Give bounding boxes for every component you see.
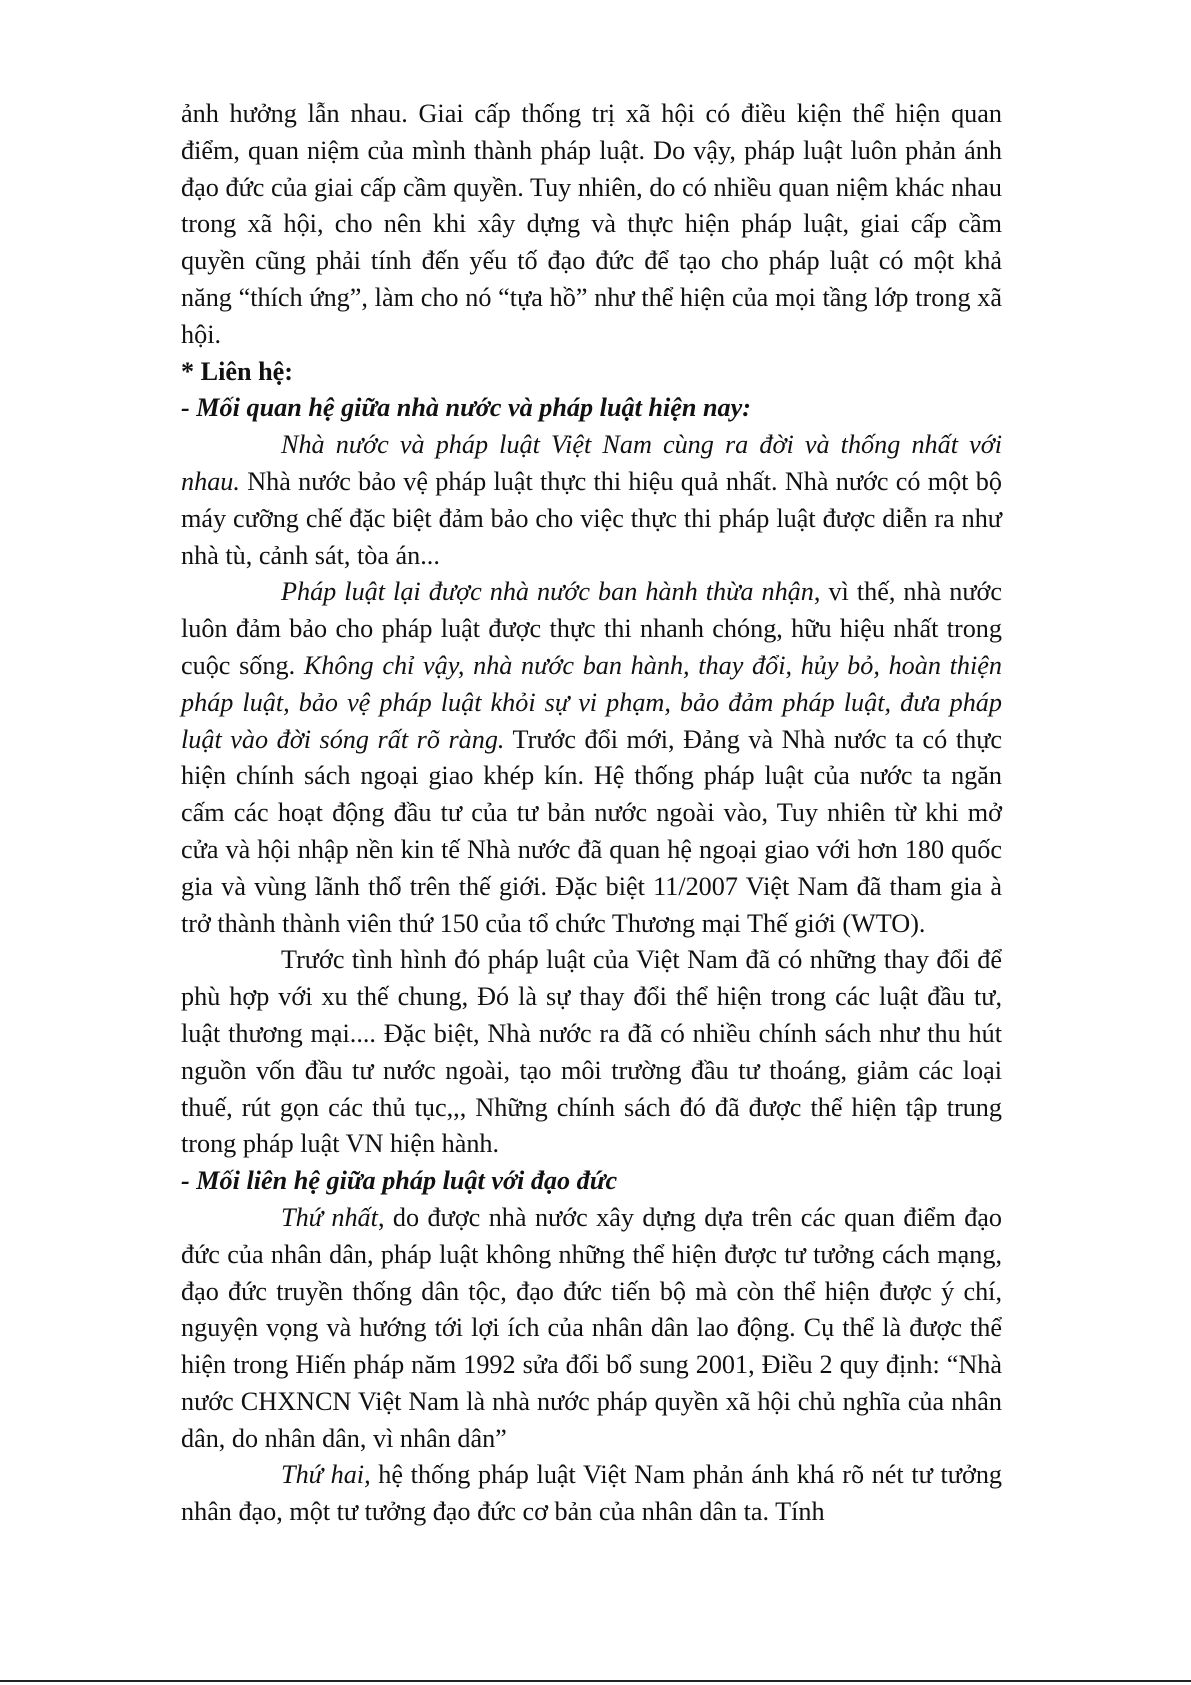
paragraph: Trước tình hình đó pháp luật của Việt Nam đã có những thay đổi để phù hợp với xu thế chung, Đó là sự thay đổi thể hiện trong các luật đầu tư, luật thương mại.... Đặc biệt, Nhà nước ra đã có nhiều chính sách như thu hút nguồn vốn đầu tư nước ngoài, tạo môi trường đầu tư thoáng, giảm các loại thuế, rút gọn các thủ tục,,, Những chính sách đó đã được thể hiện tập trung trong pháp luật VN hiện hành. [181, 945, 1002, 1159]
italic-text: Pháp luật lại được nhà nước ban hành thừa nhận [281, 577, 814, 607]
section-label: * Liên hệ: [181, 356, 294, 386]
body-text: Nhà nước bảo vệ pháp luật thực thi hiệu quả nhất. Nhà nước có một bộ máy cưỡng chế đặc biệt đảm bảo cho việc thực thi pháp luật được diễn ra như nhà tù, cảnh sát, tòa án... [181, 466, 1002, 570]
italic-text: Thứ hai, [281, 1460, 371, 1490]
paragraph [181, 1457, 1002, 1531]
section-heading: - Mối liên hệ giữa pháp luật với đạo đức [181, 1166, 618, 1196]
body-text: , do được nhà nước xây dựng dựa trên các quan điểm đạo đức của nhân dân, pháp luật không những thể hiện được tư tưởng cách mạng, đạo đức truyền thống dân tộc, đạo đức tiến bộ mà còn thể hiện được ý chí, nguyện vọng và hướng tới lợi ích của nhân dân lao động. Cụ thể là được thể hiện trong Hiến pháp năm 1992 sửa đổi bổ sung 2001, Điều 2 quy định: “Nhà nước CHXNCN Việt Nam là nhà nước pháp quyền xã hội chủ nghĩa của nhân dân, do nhân dân, vì nhân dân” [181, 1202, 1003, 1453]
italic-text: Nhà nước và pháp luật Việt Nam cùng ra đời và thống nhất với nhau. [181, 430, 1002, 496]
paragraph [181, 574, 1002, 942]
body-text: , vì thế, nhà nước luôn đảm bảo cho pháp luật được thực thi nhanh chóng, hữu hiệu nhất trong cuộc sống. [181, 577, 1002, 680]
italic-text: Không chỉ vậy, nhà nước ban hành, thay đổi, hủy bỏ, hoàn thiện pháp luật, bảo vệ pháp luật khỏi sự vi phạm, bảo đảm pháp luật, đưa pháp luật vào đời sóng rất rõ ràng. [181, 650, 1002, 754]
paragraph [181, 1200, 1002, 1458]
page-bottom-rule [0, 1680, 1191, 1682]
paragraph: ảnh hưởng lẫn nhau. Giai cấp thống trị xã hội có điều kiện thể hiện quan điểm, quan niệm của mình thành pháp luật. Do vậy, pháp luật luôn phản ánh đạo đức của giai cấp cầm quyền. Tuy nhiên, do có nhiều quan niệm khác nhau trong xã hội, cho nên khi xây dựng và thực hiện pháp luật, giai cấp cầm quyền cũng phải tính đến yếu tố đạo đức để tạo cho pháp luật có một khả năng “thích ứng”, làm cho nó “tựa hồ” như thể hiện của mọi tầng lớp trong xã hội. [181, 99, 1002, 349]
body-text: hệ thống pháp luật Việt Nam phản ánh khá rõ nét tư tưởng nhân đạo, một tư tưởng đạo đức cơ bản của nhân dân ta. Tính [181, 1460, 1003, 1527]
body-text: Trước đổi mới, Đảng và Nhà nước ta có thực hiện chính sách ngoại giao khép kín. Hệ thống pháp luật của nước ta ngăn cấm các hoạt động đầu tư của tư bản nước ngoài vào, Tuy nhiên từ khi mở cửa và hội nhập nền kin tế Nhà nước đã quan hệ ngoại giao với hơn 180 quốc gia và vùng lãnh thổ trên thế giới. Đặc biệt 11/2007 Việt Nam đã tham gia à trở thành thành viên thứ 150 của tổ chức Thương mại Thế giới (WTO). [181, 724, 1003, 938]
document-page [181, 96, 1002, 1531]
section-heading: - Mối quan hệ giữa nhà nước và pháp luật hiện nay: [181, 393, 752, 423]
paragraph [181, 427, 1002, 574]
italic-text: Thứ nhất [281, 1202, 378, 1232]
